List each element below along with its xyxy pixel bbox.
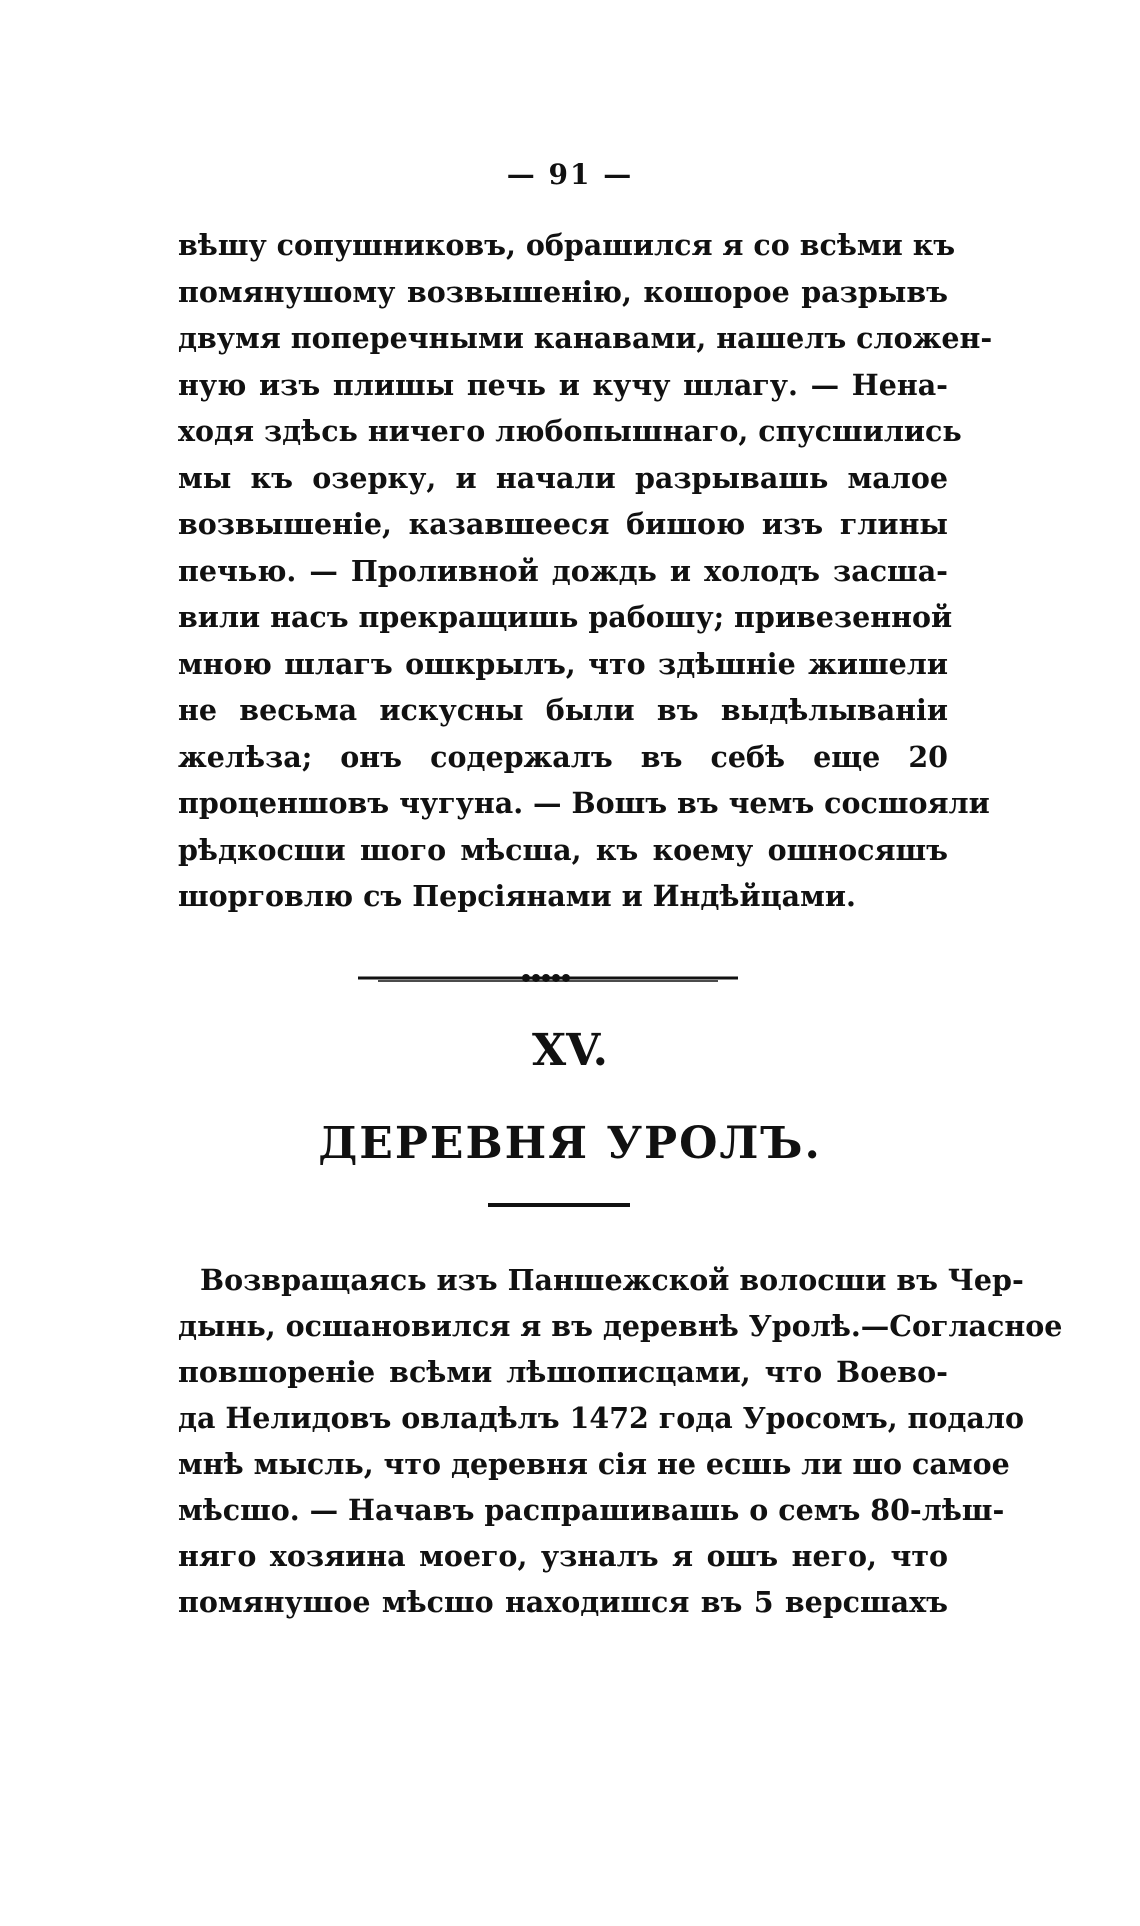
chapter-title: ДЕРЕВНЯ УРОЛЪ.	[318, 1118, 822, 1169]
text-line: Возвращаясь изъ Паншежской волосши въ Чер-	[200, 1263, 1024, 1297]
paragraph-top	[178, 222, 993, 920]
text-line: вили насъ прекращишь рабошу; привезенной	[178, 600, 953, 634]
text-line: двумя поперечными канавами, нашелъ сложен-	[178, 321, 993, 355]
chapter-number: XV.	[532, 1025, 608, 1076]
text-line: проценшовъ чугуна. — Вошъ въ чемъ сосшояли	[178, 786, 990, 820]
title-rule	[488, 1203, 630, 1207]
text-line: мною шлагъ ошкрылъ, что здѣшніе жишели	[178, 646, 948, 681]
text-line: возвышеніе, казавшееся бишою изъ глины	[178, 507, 948, 541]
text-line: не весьма искусны были въ выдѣлывaніи	[178, 693, 948, 727]
text-line: шорговлю съ Персіянами и Индѣйцами.	[178, 879, 856, 913]
text-line: мы къ озерку, и начали разрывашь малое	[178, 460, 948, 495]
page-number: — 91 —	[506, 158, 634, 191]
text-line: да Нелидовъ овладѣлъ 1472 года Уросомъ, подало	[178, 1401, 1024, 1435]
text-line: желѣза; онъ содержалъ въ себѣ еще 20	[178, 739, 948, 774]
paragraph-bottom	[178, 1257, 1063, 1625]
text-line: рѣдкосши шого мѣсша, къ коему ошносяшъ	[178, 832, 948, 867]
text-line: мнѣ мысль, что деревня сія не есшь ли шо самое	[178, 1447, 1010, 1481]
text-line: вѣшу сопушниковъ, обрашился я со всѣми къ	[178, 228, 956, 262]
text-line: печью. — Проливной дождь и холодъ засша-	[178, 553, 948, 588]
text-line: мѣсшо. — Начавъ распрашивашь о семъ 80-лѣш-	[178, 1493, 1005, 1527]
text-line: ходя здѣсь ничего любопышнаго, спусшились	[178, 414, 962, 448]
section-ornament	[358, 968, 738, 988]
text-line: дынь, осшановился я въ деревнѣ Уролѣ.—Согласное	[178, 1309, 1063, 1343]
text-line: ную изъ плишы печь и кучу шлагу. — Нена-	[178, 367, 948, 402]
text-line: помянушое мѣсшо находишся въ 5 версшахъ	[178, 1585, 948, 1619]
text-line: повшореніе всѣми лѣшописцами, что Воево-	[178, 1355, 948, 1389]
text-line: няго хозяина моего, узналъ я ошъ него, что	[178, 1539, 948, 1573]
text-line: помянушому возвышенію, кошорое разрывъ	[178, 274, 948, 309]
